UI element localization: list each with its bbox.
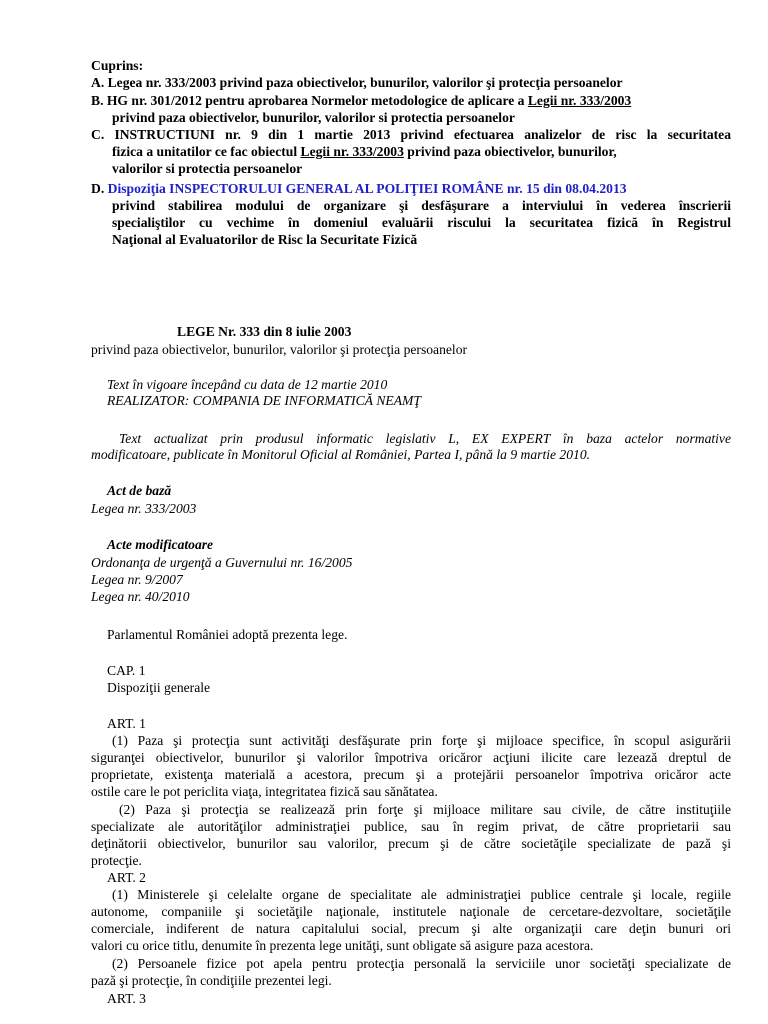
toc-item-b-text: B. HG nr. 301/2012 pentru aprobarea Normelor metodologice de aplicare a [91,93,528,108]
act-baza-title: Act de bază [107,483,172,498]
text-realizator: REALIZATOR: COMPANIA DE INFORMATICĂ NEAMŢ [107,393,421,408]
toc-item-d-link[interactable]: Dispoziţia INSPECTORULUI GENERAL AL POLIŢIEI ROMÂNE nr. 15 din 08.04.2013 [107,181,627,196]
paragraph-line: valori cu orice titlu, denumite în prezenta lege unităţi, sunt obligate să asigure paza acestora. [91,938,594,953]
acte-mod-title: Acte modificatoare [107,537,214,552]
toc-item-c-text: fizica a unitatilor ce fac obiectul [112,144,301,159]
paragraph-line: (2) Paza şi protecţia se realizează prin forţe şi mijloace militare sau civile, de către instituţiile [119,802,731,817]
paragraph-line: autonome, companiile şi societăţile naţionale, institutele naţionale de cercetare-dezvoltare, societăţile [91,904,731,919]
acte-mod-item: Legea nr. 9/2007 [91,572,183,587]
text-actualizat-2: modificatoare, publicate în Monitorul Oficial al României, Partea I, până la 9 martie 2010. [91,447,591,462]
toc-item-c: C. INSTRUCTIUNI nr. 9 din 1 martie 2013 privind efectuarea analizelor de risc la securitatea [91,127,731,142]
toc-item-c-line3: valorilor si protectia persoanelor [112,161,303,176]
chapter-title: Dispoziţii generale [107,680,211,695]
law-heading: LEGE Nr. 333 din 8 iulie 2003 [177,324,352,339]
toc-item-c-line2 [112,143,617,160]
paragraph-line: siguranţei obiectivelor, bunurilor şi valorilor împotriva oricăror acţiuni ilicite care lezează dreptul de [91,750,731,765]
toc-item-b-link[interactable]: Legii nr. 333/2003 [527,93,632,108]
text-actualizat-1: Text actualizat prin produsul informatic legislativ L, EX EXPERT în baza actelor normative [119,431,731,446]
parlament-text: Parlamentul României adoptă prezenta lege. [107,627,348,642]
chapter-number: CAP. 1 [107,663,146,678]
toc-item-b-line2: privind paza obiectivelor, bunurilor, valorilor si protectia persoanelor [112,110,515,125]
article-heading: ART. 1 [107,716,146,731]
toc-item-a: A. Legea nr. 333/2003 privind paza obiectivelor, bunurilor, valorilor şi protecţia persoanelor [91,75,623,90]
paragraph-line: protecţie. [91,853,142,868]
law-subtitle: privind paza obiectivelor, bunurilor, valorilor şi protecţia persoanelor [91,342,468,357]
act-baza-value: Legea nr. 333/2003 [91,501,197,516]
toc-item-d-line4: Naţional al Evaluatorilor de Risc la Securitate Fizică [112,232,418,247]
toc-item-d-line2: privind stabilirea modului de organizare şi desfăşurare a interviului în vederea înscrierii [112,198,731,213]
paragraph-line: comerciale, indiferent de natura capitalului social, precum şi alte organizaţii care deţin bunuri ori [91,921,731,936]
paragraph-line: proprietate, existenţa materială a acestora, precum şi a protejării persoanelor împotriva oricăror acte [91,767,731,782]
toc-item-c-link[interactable]: Legii nr. 333/2003 [300,144,404,159]
toc-item-d-label: D. [91,181,108,196]
article-heading: ART. 3 [107,991,146,1006]
toc-item-d [91,180,627,197]
toc-item-b [91,92,631,109]
paragraph-line: (1) Ministerele şi celelalte organe de specialitate ale administraţiei publice centrale şi locale, regiile [112,887,731,902]
paragraph-line: ostile care le pot periclita viaţa, integritatea fizică sau sănătatea. [91,784,438,799]
paragraph-line: (2) Persoanele fizice pot apela pentru protecţia personală la serviciile unor societăţi specializate de [112,956,731,971]
paragraph-line: specializate ale autorităţilor administraţiei publice, sau în regim privat, de către proprietarii sau [91,819,731,834]
toc-title: Cuprins: [91,58,144,73]
text-vigoare: Text în vigoare începând cu data de 12 martie 2010 [107,377,388,392]
paragraph-line: deţinătorii obiectivelor, bunurilor sau valorilor, precum şi de către societăţile specializate de pază şi [91,836,731,851]
article-heading: ART. 2 [107,870,146,885]
toc-item-d-line3: specialiştilor cu vechime în domeniul evaluării riscului la securitatea fizică în Registrul [112,215,731,230]
acte-mod-item: Legea nr. 40/2010 [91,589,190,604]
paragraph-line: (1) Paza şi protecţia sunt activităţi desfăşurate prin forţe şi mijloace specifice, în scopul asigurării [112,733,731,748]
acte-mod-item: Ordonanţa de urgenţă a Guvernului nr. 16/2005 [91,555,353,570]
toc-item-c-suffix: privind paza obiectivelor, bunurilor, [403,144,617,159]
paragraph-line: pază şi protecţie, în condiţiile prezentei legi. [91,973,332,988]
